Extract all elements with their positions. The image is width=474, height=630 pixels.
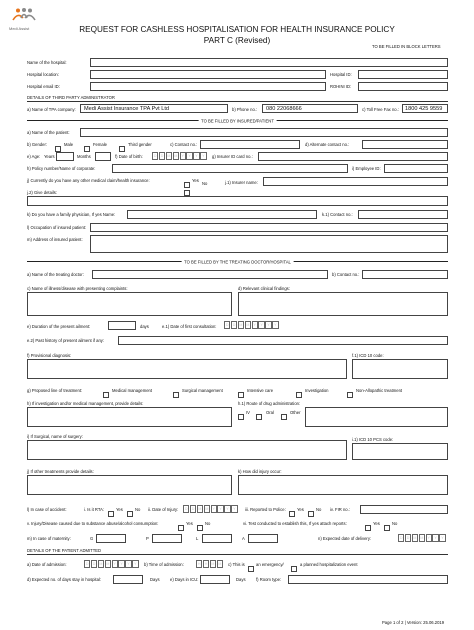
age-years-field[interactable] (56, 152, 74, 161)
first-consult-label: e.1) Date of first consultation: (162, 324, 217, 329)
expected-delivery-field[interactable]: D D M M Y Y Y (399, 536, 444, 540)
past-history-field[interactable] (118, 336, 448, 345)
doctor-name-field[interactable] (92, 270, 328, 279)
insurer-name-label: j.1) Insurer name: (225, 180, 258, 185)
hospital-email-field[interactable] (90, 82, 326, 91)
date-injury-field[interactable]: D D M M Y Y Y Y (184, 507, 236, 511)
gender-male-label: Male (64, 142, 74, 147)
duration-label: e) Duration of the present ailment: (27, 324, 91, 329)
insurer-card-label: g) Insurer ID card no.: (212, 154, 253, 159)
date-admission-label: a) Date of admission: (27, 562, 67, 567)
route-other-checkbox[interactable] (281, 408, 287, 426)
gender-female-label: Female (93, 142, 107, 147)
time-admission-field[interactable]: H H M M (197, 562, 222, 566)
form-subtitle: PART C (Revised) (203, 36, 271, 45)
planned-label: a planned hospitalization event (300, 562, 358, 567)
expected-days-label: d) Expected no. of days stay in hospital: (27, 577, 102, 582)
test-no-label: No (392, 521, 398, 526)
route-label: h.1) Route of drug administration: (238, 401, 301, 406)
other-treatments-field[interactable] (27, 475, 232, 495)
hospital-location-label: Hospital location: (27, 72, 59, 77)
maternity-g-field[interactable] (96, 534, 126, 543)
family-physician-label: k) Do you have a family physician, If yes Name: (27, 212, 116, 217)
substance-no-label: No (205, 521, 211, 526)
maternity-p-label: P (146, 536, 149, 541)
doctor-section-title: TO BE FILLED BY THE TREATING DOCTOR/HOSPITAL (181, 260, 294, 265)
first-consult-date-field[interactable]: D D M M Y Y Y Y (225, 323, 277, 327)
tpa-company-field[interactable] (80, 104, 228, 113)
emergency-checkbox[interactable] (248, 560, 254, 578)
emergency-label: c) This is (228, 562, 245, 567)
tpa-fax-value: 1800 425 9559 (405, 106, 443, 112)
investigation-details-label: h) If investigation and/or medical management, provide details: (27, 401, 144, 406)
divider (27, 101, 448, 102)
hospital-name-label: Name of the hospital: (27, 60, 67, 65)
policy-field[interactable] (112, 164, 348, 173)
other-treatments-label: j) If other treatments provide details: (27, 469, 94, 474)
family-physician-field[interactable] (127, 210, 317, 219)
room-type-label: f) Room type: (256, 577, 282, 582)
icd10pcs-label: i.1) ICD 10 PCS code: (352, 437, 394, 442)
maternity-p-field[interactable] (152, 534, 182, 543)
route-other-label: Other (290, 410, 301, 415)
provisional-field[interactable] (27, 359, 347, 379)
form-title: REQUEST FOR CASHLESS HOSPITALISATION FOR HEALTH INSURANCE POLICY (79, 25, 395, 34)
divider (27, 554, 448, 555)
maternity-label: m) In case of maternity: (27, 536, 71, 541)
occupation-label: l) Occupation of insured patient: (27, 225, 87, 230)
insurer-card-field[interactable] (258, 152, 448, 161)
route-iv-checkbox[interactable] (238, 408, 244, 426)
years-label: Years (44, 154, 55, 159)
hospital-id-label: Hospital ID: (330, 72, 352, 77)
past-history-label: e.2) Past history of present ailment if any: (27, 338, 105, 343)
physician-contact-label: k.1) Contact no.: (322, 212, 353, 217)
contact-label: c) Contact no.: (170, 142, 198, 147)
give-details-label: j.2) Give details: (27, 190, 58, 195)
give-details-field[interactable] (27, 196, 448, 206)
surgical-management-checkbox[interactable] (173, 386, 179, 404)
icd10-label: f.1) ICD 10 code: (352, 353, 384, 358)
reported-police-label: iii. Reported to Police: (245, 507, 286, 512)
hospital-name-field[interactable] (90, 58, 448, 67)
icd10-field[interactable] (352, 359, 448, 379)
test-yes-checkbox[interactable] (365, 519, 371, 537)
rohini-id-label: ROHINI ID: (330, 84, 352, 89)
surgical-management-label: Surgical management (182, 388, 223, 393)
emergency-tail-label: an emergency/ (256, 562, 284, 567)
substance-yes-label: Yes (186, 521, 193, 526)
insurer-name-field[interactable] (263, 177, 448, 186)
route-oral-checkbox[interactable] (256, 408, 262, 426)
injury-how-label: k) How did injury occur: (238, 469, 282, 474)
doctor-contact-label: b) Contact no.: (332, 272, 360, 277)
policy-label: h) Policy number/Name of corporate: (27, 166, 96, 171)
logo-text: Medi Assist (9, 26, 30, 31)
block-letters-note: TO BE FILLED IN BLOCK LETTERS (372, 44, 441, 49)
police-no-label: No (316, 507, 322, 512)
tpa-phone-field[interactable] (262, 104, 358, 113)
investigation-details-field[interactable] (27, 407, 232, 427)
injury-how-field[interactable] (238, 475, 448, 495)
gender-label: b) Gender: (27, 142, 48, 147)
accident-label: l) In case of accident: (27, 507, 67, 512)
medical-management-label: Medical management (112, 388, 153, 393)
mediclaim-yes-label: Yes (192, 178, 199, 183)
tpa-phone-label: b) Phone no.: (232, 107, 258, 112)
duration-days-label: days (140, 324, 149, 329)
patient-name-label: a) Name of the patient: (27, 130, 70, 135)
icd10pcs-field[interactable] (352, 443, 448, 460)
surgical-name-field[interactable] (27, 440, 347, 460)
rta-yes-label: Yes (116, 507, 123, 512)
icu-days-label: e) Days in ICU: (170, 577, 199, 582)
test-yes-label: Yes (373, 521, 380, 526)
maternity-l-label: L (196, 536, 199, 541)
doctor-section-divider (27, 259, 448, 265)
mediclaim-no-label: No (202, 181, 208, 186)
other-mediclaim-label: j) Currently do you have any other medical claim/health insurance: (27, 178, 150, 183)
maternity-a-label: A (242, 536, 245, 541)
intensive-care-label: Intensive care (247, 388, 274, 393)
investigation-label: Investigation (305, 388, 329, 393)
tpa-company-value: Medi Assist Insurance TPA Pvt Ltd (84, 106, 169, 112)
surgical-name-label: i) If Surgical, name of surgery: (27, 434, 83, 439)
patient-name-field[interactable] (80, 128, 448, 137)
time-admission-label: b) Time of admission: (144, 562, 184, 567)
illness-field[interactable] (27, 292, 232, 316)
icu-days-field[interactable] (200, 575, 230, 584)
page-footer: Page 1 of 2 | Version: 25.06.2019 (382, 620, 445, 625)
expected-days-field[interactable] (113, 575, 143, 584)
rta-no-label: No (135, 507, 141, 512)
icu-days-unit: Days (236, 577, 246, 582)
occupation-field[interactable] (90, 223, 448, 232)
address-label: m) Address of insured patient: (27, 237, 83, 242)
dob-label: f) Date of birth: (115, 154, 143, 159)
proposed-line-label: g) Proposed line of treatment: (27, 388, 83, 393)
substance-abuse-label: v. Injury/Disease caused due to substance abuse/alcohol consumption: (27, 521, 159, 526)
findings-label: d) Relevant clinical findings: (238, 286, 290, 291)
physician-contact-field[interactable] (358, 210, 448, 219)
date-admission-field[interactable]: D D M M Y Y Y Y (85, 562, 137, 566)
age-months-field[interactable] (95, 152, 111, 161)
logo-figures-icon (9, 8, 39, 21)
fir-field[interactable] (360, 505, 448, 514)
address-field[interactable] (90, 235, 448, 253)
test-conducted-label: vi. Test conducted to establish this, If yes attach reports: (243, 521, 347, 526)
route-oral-label: Oral (266, 410, 274, 415)
gender-third-label: Third gender (128, 142, 152, 147)
rohini-id-field[interactable] (358, 82, 448, 91)
admission-header: DETAILS OF THE PATIENT ADMITTED (27, 548, 102, 553)
tpa-company-label: a) Name of TPA company: (27, 107, 76, 112)
duration-field[interactable] (108, 321, 136, 330)
date-injury-label: ii. Date of Injury: (148, 507, 179, 512)
non-allopathic-checkbox[interactable] (347, 386, 353, 404)
age-label: e) Age: (27, 154, 41, 159)
fir-label: iv. FIR no.: (330, 507, 350, 512)
tpa-phone-value: 080 22068666 (266, 106, 302, 112)
hospital-location-field[interactable] (90, 70, 326, 79)
provisional-label: f) Provisional diagnosis: (27, 353, 72, 358)
illness-label: c) Name of illness/disease with presenting complaints: (27, 286, 128, 291)
contact-field[interactable] (200, 140, 300, 149)
tpa-header: DETAILS OF THIRD PARTY ADMINISTRATOR (27, 95, 115, 100)
doctor-name-label: a) Name of the treating doctor: (27, 272, 84, 277)
rta-label: i. Is it RTA: (84, 507, 105, 512)
route-iv-label: IV (246, 410, 250, 415)
room-type-field[interactable] (288, 575, 448, 584)
maternity-a-field[interactable] (248, 534, 278, 543)
police-yes-label: Yes (297, 507, 304, 512)
dob-field[interactable]: D D M M Y Y Y Y (153, 154, 205, 158)
hospital-id-field[interactable] (358, 70, 448, 79)
test-no-checkbox[interactable] (384, 519, 390, 537)
months-label: Months (77, 154, 91, 159)
tpa-fax-field[interactable] (402, 104, 448, 113)
alt-contact-label: d) Alternate contact no.: (305, 142, 350, 147)
insured-section-divider (27, 118, 448, 124)
route-other-field[interactable] (305, 407, 448, 427)
hospital-email-label: Hospital email ID: (27, 84, 60, 89)
insured-section-title: TO BE FILLED BY INSURED/PATIENT (198, 119, 277, 124)
maternity-g-label: G (90, 536, 94, 541)
alt-contact-field[interactable] (362, 140, 448, 149)
employee-id-field[interactable] (384, 164, 448, 173)
expected-delivery-label: n) Expected date of delivery: (318, 536, 372, 541)
non-allopathic-label: Non-Allopathic treatment (356, 388, 403, 393)
employee-id-label: i) Employee ID: (352, 166, 381, 171)
tpa-fax-label: c) Toll Free Fax no.: (362, 107, 399, 112)
maternity-l-field[interactable] (202, 534, 232, 543)
findings-field[interactable] (238, 292, 448, 316)
expected-days-unit: Days (150, 577, 160, 582)
doctor-contact-field[interactable] (362, 270, 448, 279)
